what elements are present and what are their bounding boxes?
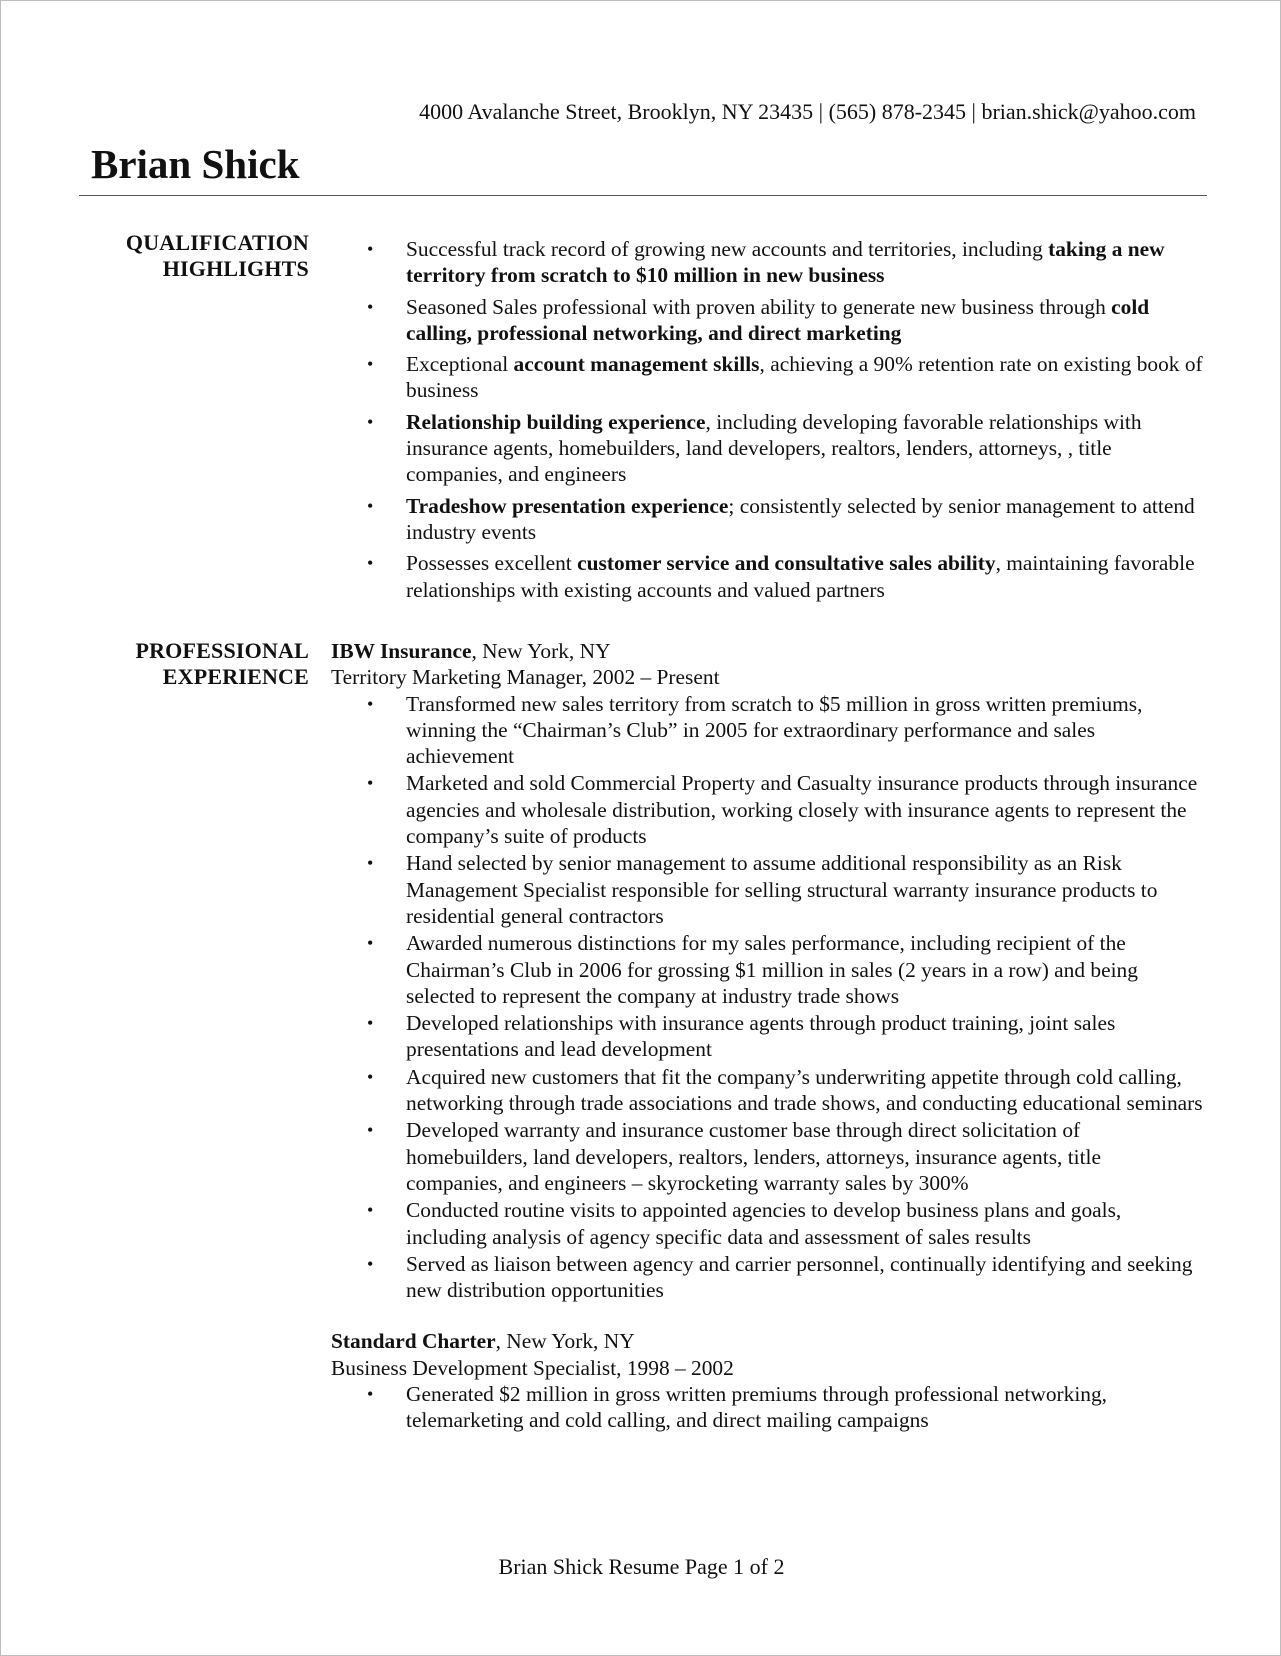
job-bullet: • Transformed new sales territory from scratch to $5 million in gross written premiums, winning the “Chairman’s Club” in 2005 for extraordinary performance and sales achievement (331, 691, 1203, 770)
qualification-heading (91, 230, 309, 282)
qualification-text: Successful track record of growing new accounts and territories, including (406, 237, 1049, 261)
job-bullet: • Marketed and sold Commercial Property and Casualty insurance products through insurance agencies and wholesale distribution, working closely with insurance agents to represent the company’s suite of products (331, 770, 1203, 849)
job-bullet: • Developed relationships with insurance agents through product training, joint sales presentations and lead development (331, 1010, 1203, 1063)
job-bullet: • Hand selected by senior management to assume additional responsibility as an Risk Management Specialist responsible for selling structural warranty insurance products to residential general contractors (331, 850, 1203, 929)
job-company-line (331, 638, 1203, 664)
job-location: , New York, NY (471, 639, 611, 663)
experience-heading-line2: EXPERIENCE (162, 664, 309, 689)
job-spacer (331, 1304, 1203, 1328)
qualification-emphasis: customer service and consultative sales ability (577, 551, 996, 576)
candidate-name: Brian Shick (91, 141, 300, 187)
qualification-emphasis: account management skills (513, 352, 760, 377)
job-title: Territory Marketing Manager, 2002 – Present (331, 665, 720, 690)
experience-container (331, 638, 1203, 1435)
qualification-text: ; consistently selected by senior management to attend industry events (406, 493, 1195, 544)
experience-heading (91, 638, 309, 690)
qualification-heading-line1: QUALIFICATION (125, 230, 309, 255)
job-title: Business Development Specialist, 1998 – 2002 (331, 1355, 734, 1380)
job-bullet: • Served as liaison between agency and carrier personnel, continually identifying and seeking new distribution opportunities (331, 1251, 1203, 1304)
qualification-heading-line2: HIGHLIGHTS (162, 256, 309, 281)
job-bullet: • Developed warranty and insurance customer base through direct solicitation of homebuilders, land developers, realtors, lenders, attorneys, insurance agents, title companies, and engineers – skyrocketing warranty sales by 300% (331, 1117, 1203, 1196)
job-location: , New York, NY (495, 1329, 635, 1354)
job-bullet-list (331, 1381, 1203, 1434)
qualification-emphasis: Tradeshow presentation experience (406, 493, 729, 518)
qualification-item (331, 550, 1203, 603)
qualification-item (331, 493, 1203, 546)
experience-heading-line1: PROFESSIONAL (135, 638, 309, 663)
job-company: Standard Charter (331, 1329, 496, 1354)
job-bullet: • Acquired new customers that fit the company’s underwriting appetite through cold calling, networking through trade associations and trade shows, and conducting educational seminars (331, 1064, 1203, 1117)
contact-line: 4000 Avalanche Street, Brooklyn, NY 23435 | (565) 878-2345 | brian.shick@yahoo.com (419, 99, 1196, 124)
job-bullet-list (331, 691, 1203, 1304)
job-company-line (331, 1328, 1203, 1354)
job-company: IBW Insurance (331, 639, 472, 663)
qualification-emphasis: taking a new territory from scratch to $10 million in new business (406, 237, 1165, 288)
qualification-text: Exceptional (406, 352, 514, 377)
qualification-text: , maintaining favorable relationships with existing accounts and valued partners (406, 551, 1195, 602)
qualification-text: , achieving a 90% retention rate on existing book of business (406, 352, 1203, 403)
qualification-item (331, 236, 1203, 289)
qualification-text: , including developing favorable relationships with insurance agents, homebuilders, land developers, realtors, lenders, attorneys, , title companies, and engineers (406, 409, 1142, 487)
job-bullet: • Generated $2 million in gross written premiums through professional networking, telemarketing and cold calling, and direct mailing campaigns (331, 1381, 1203, 1434)
qualification-item (331, 351, 1203, 404)
header-divider (79, 195, 1207, 196)
qualification-text: Possesses excellent (406, 551, 578, 576)
qualification-item (331, 294, 1203, 347)
qualification-list-container (331, 236, 1203, 608)
qualification-list (331, 236, 1203, 603)
page-footer: Brian Shick Resume Page 1 of 2 (498, 1554, 785, 1579)
qualification-emphasis: Relationship building experience (406, 409, 706, 434)
job-bullet: • Conducted routine visits to appointed agencies to develop business plans and goals, including analysis of agency specific data and assessment of sales results (331, 1197, 1203, 1250)
qualification-item (331, 409, 1203, 488)
job-bullet: • Awarded numerous distinctions for my sales performance, including recipient of the Chairman’s Club in 2006 for grossing $1 million in sales (2 years in a row) and being selected to represent the company at industry trade shows (331, 930, 1203, 1009)
qualification-text: Seasoned Sales professional with proven ability to generate new business through (406, 294, 1112, 319)
qualification-emphasis: cold calling, professional networking, and direct marketing (406, 294, 1150, 345)
